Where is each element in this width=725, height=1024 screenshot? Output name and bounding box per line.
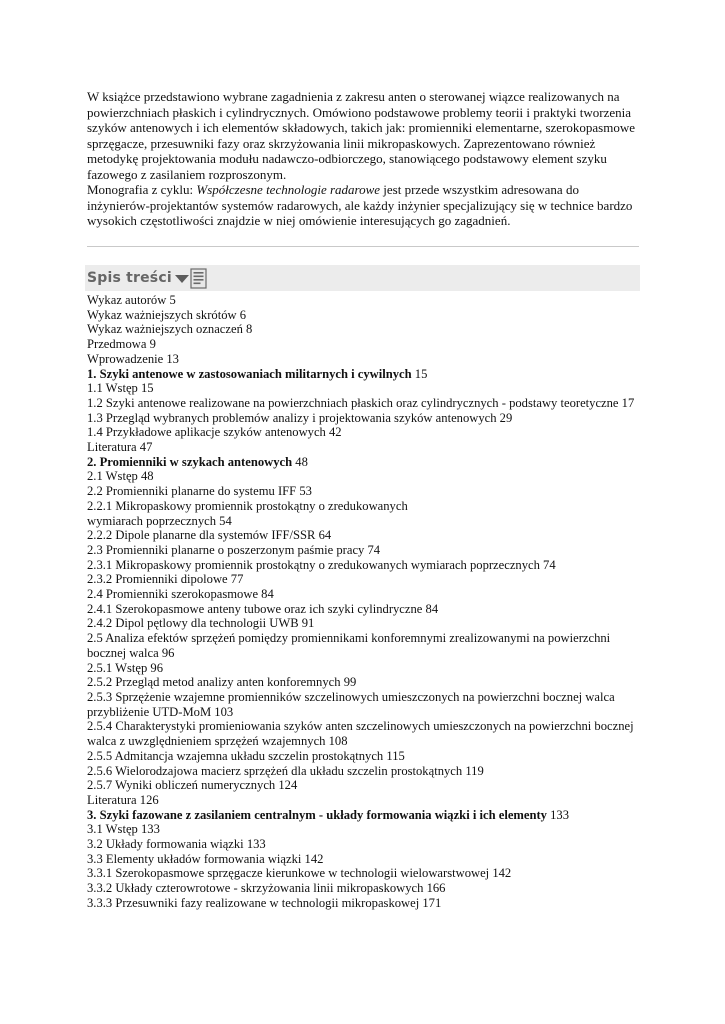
toc-entry: 3.3.3 Przesuwniki fazy realizowane w technologii mikropaskowej 171 [87, 895, 442, 910]
toc-entry: 2.5 Analiza efektów sprzężeń pomiędzy promiennikami konforemnymi zrealizowanymi na powierzchni bocznej walca 96 [87, 631, 611, 660]
toc-entry: 1.1 Wstęp 15 [87, 381, 154, 396]
toc-chapter [87, 808, 637, 823]
toc-entry: Wykaz autorów 5 [87, 293, 176, 307]
toc-entry: 2.5.3 Sprzężenie wzajemne promienników szczelinowych umieszczonych na powierzchni bocznej walca przybliżenie UTD-MoM 103 [87, 689, 615, 719]
toc-entry: 2.3.2 Promienniki dipolowe 77 [87, 572, 244, 587]
toc-entry: 2.3.1 Mikropaskowy promiennik prostokątny o zredukowanych wymiarach poprzecznych 74 [87, 557, 556, 572]
toc-header[interactable] [85, 265, 640, 291]
toc-chapter-page: 133 [546, 807, 570, 822]
toc-chapter-title: 3. Szyki fazowane z zasilaniem centralnym - układy formowania wiązki i ich elementy [87, 807, 547, 822]
toc-entry: 3.3 Elementy układów formowania wiązki 142 [87, 851, 324, 866]
toc-entry: wymiarach poprzecznych 54 [87, 513, 232, 528]
toc-entry: 2.2 Promienniki planarne do systemu IFF 53 [87, 484, 312, 499]
toc-entry: 1.2 Szyki antenowe realizowane na powierzchniach płaskich oraz cylindrycznych - podstawy teoretyczne 17 [87, 395, 635, 410]
toc-entry: 2.1 Wstęp 48 [87, 469, 154, 484]
toc-chapter-title: 1. Szyki antenowe w zastosowaniach militarnych i cywilnych [87, 366, 412, 381]
toc-entry: 2.5.6 Wielorodzajowa macierz sprzężeń dla układu szczelin prostokątnych 119 [87, 763, 484, 778]
toc-entry: Literatura 47 [87, 440, 153, 455]
toc-entry: 2.4.2 Dipol pętlowy dla technologii UWB 91 [87, 616, 315, 631]
toc-entry: 2.4 Promienniki szerokopasmowe 84 [87, 587, 274, 602]
toc-entry: Wykaz ważniejszych oznaczeń 8 [87, 322, 253, 337]
series-title: Współczesne technologie radarowe [196, 182, 381, 197]
toc-entry: 1.3 Przegląd wybranych problemów analizy i projektowania szyków antenowych 29 [87, 410, 513, 425]
book-description [87, 89, 635, 229]
table-of-contents [87, 293, 637, 911]
toc-entry: 2.4.1 Szerokopasmowe anteny tubowe oraz ich szyki cylindryczne 84 [87, 601, 439, 616]
toc-chapter-title: 2. Promienniki w szykach antenowych [87, 454, 293, 469]
toc-entry: 2.5.7 Wyniki obliczeń numerycznych 124 [87, 778, 298, 793]
toc-entry: 2.5.4 Charakterystyki promieniowania szyków anten szczelinowych umieszczonych na powierzchni bocznej walca z uwzględnieniem sprzężeń wzajemnych 108 [87, 719, 634, 749]
toc-entry: 2.2.1 Mikropaskowy promiennik prostokątny o zredukowanych [87, 498, 408, 513]
toc-entry: 3.1 Wstęp 133 [87, 822, 160, 837]
toc-chapter-page: 15 [411, 366, 428, 381]
description-paragraph: W książce przedstawiono wybrane zagadnienia z zakresu anten o sterowanej wiązce realizowanych na powierzchniach płaskich i cylindrycznych. Omówiono podstawowe problemy teorii i praktyki tworzenia szyków antenowych i ich elementów składowych, takich jak: promienniki elementarne, szerokopasmowe sprzęgacze, przesuwniki fazy oraz skrzyżowania linii mikropaskowych. Zaprezentowano również metodykę projektowania modułu nadawczo-odbiorczego, stanowiącego podstawowy element szyku fazowego z zasilaniem rozproszonym. [87, 89, 635, 182]
toc-entry: 2.3 Promienniki planarne o poszerzonym paśmie pracy 74 [87, 542, 381, 557]
toc-title: Spis treści [87, 270, 172, 286]
toc-entry: 2.5.5 Admitancja wzajemna układu szczelin prostokątnych 115 [87, 748, 405, 763]
toc-chapter-page: 48 [292, 454, 308, 469]
toc-entry: 1.4 Przykładowe aplikacje szyków antenowych 42 [87, 425, 342, 440]
section-divider [87, 246, 639, 247]
toc-entry: Przedmowa 9 [87, 337, 156, 352]
document-icon[interactable] [190, 268, 207, 289]
toc-entry: 3.3.1 Szerokopasmowe sprzęgacze kierunkowe w technologii wielowarstwowej 142 [87, 866, 512, 881]
series-prefix: Monografia z cyklu: [87, 182, 197, 197]
toc-entry: 2.2.2 Dipole planarne dla systemów IFF/SSR 64 [87, 528, 332, 543]
toc-entry: Literatura 126 [87, 792, 159, 807]
toc-chapter [87, 367, 637, 382]
toc-entry: 3.2 Układy formowania wiązki 133 [87, 837, 266, 852]
toc-entry: Wprowadzenie 13 [87, 351, 179, 366]
toc-entry: Wykaz ważniejszych skrótów 6 [87, 307, 247, 322]
toc-entry: 2.5.1 Wstęp 96 [87, 660, 164, 675]
series-suffix: jest przede wszystkim adresowana do inżynierów-projektantów systemów radarowych, ale każdy inżynier specjalizujący się w technice bardzo wysokich częstotliwości znajdzie w niej omówienie interesujących go zagadnień. [87, 182, 633, 228]
triangle-down-icon[interactable] [175, 275, 189, 283]
series-paragraph [87, 182, 635, 229]
toc-entry: 2.5.2 Przegląd metod analizy anten konforemnych 99 [87, 675, 357, 690]
toc-entry: 3.3.2 Układy czterowrotowe - skrzyżowania linii mikropaskowych 166 [87, 881, 446, 896]
toc-chapter [87, 455, 637, 470]
